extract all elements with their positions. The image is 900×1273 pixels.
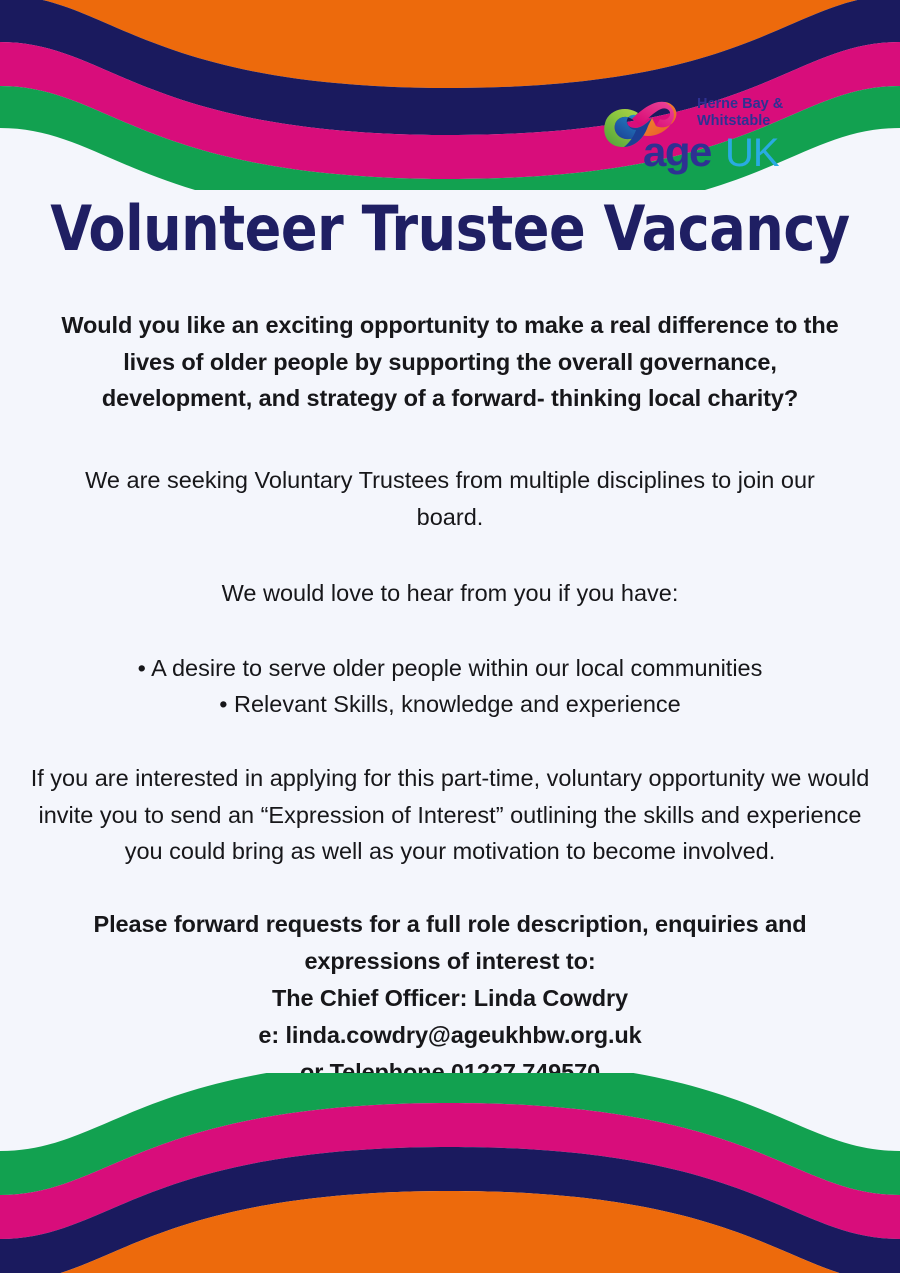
apply-paragraph: If you are interested in applying for this part-time, voluntary opportunity we would invite you to send an “Expression of Interest” outlining the skills and experience you could bring as well as your motivation to become involved. bbox=[30, 765, 870, 865]
page-title: Volunteer Trustee Vacancy bbox=[50, 192, 850, 265]
list-item: • A desire to serve older people within our local communities bbox=[137, 654, 763, 681]
love-to-hear-paragraph: We would love to hear from you if you have: bbox=[221, 580, 679, 607]
list-item: • Relevant Skills, knowledge and experience bbox=[219, 691, 681, 718]
intro-paragraph: Would you like an exciting opportunity to make a real difference to the lives of older people by supporting the overall governance, development, and strategy of a forward- thinking local charity? bbox=[61, 312, 839, 411]
logo-wordmark-age: age bbox=[643, 128, 711, 175]
contact-email: e: linda.cowdry@ageukhbw.org.uk bbox=[258, 1022, 642, 1049]
logo-wordmark-uk: UK bbox=[725, 131, 779, 175]
seeking-paragraph: We are seeking Voluntary Trustees from multiple disciplines to join our board. bbox=[85, 467, 815, 530]
requirements-list bbox=[50, 650, 850, 723]
poster-content bbox=[0, 192, 900, 1091]
logo-locality-line2: Whitstable bbox=[697, 113, 771, 129]
age-uk-logo-svg bbox=[598, 88, 808, 178]
contact-instruction: Please forward requests for a full role description, enquiries and expressions of interest to: bbox=[93, 910, 807, 974]
contact-block bbox=[55, 906, 845, 1092]
contact-officer: The Chief Officer: Linda Cowdry bbox=[272, 984, 628, 1011]
bottom-wave-decoration bbox=[0, 1073, 900, 1273]
logo-locality-line1: Herne Bay & bbox=[697, 96, 784, 112]
age-uk-logo bbox=[598, 88, 808, 178]
